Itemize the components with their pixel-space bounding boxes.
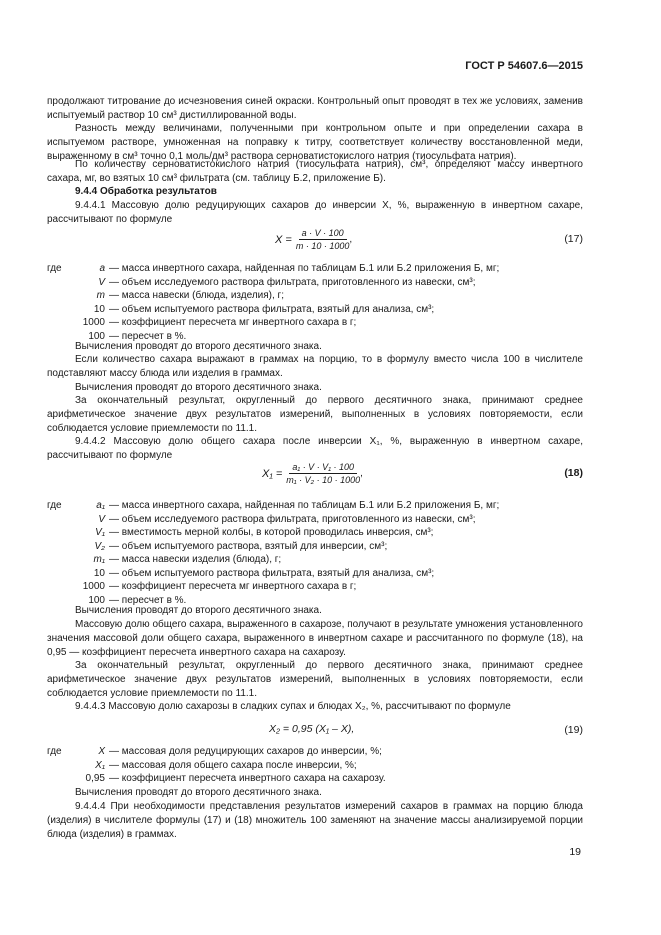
definition-text: — объем исследуемого раствора фильтрата, приготовленного из навески, см³; bbox=[109, 513, 476, 525]
formula-18-comma: , bbox=[360, 468, 363, 479]
paragraph-calc-note-1: Вычисления проводят до второго десятичного знака. bbox=[75, 341, 322, 352]
definition-row bbox=[47, 759, 587, 773]
paragraph-9-4-4-3: 9.4.4.3 Массовую долю сахарозы в сладких супах и блюдах X₂, %, рассчитывают по формуле bbox=[75, 701, 511, 712]
definition-symbol: 100 bbox=[88, 330, 105, 342]
definition-text: — объем испытуемого раствора фильтрата, взятый для анализа, см³; bbox=[109, 303, 435, 315]
definition-symbol: V₁ bbox=[95, 527, 105, 538]
definition-text: — массовая доля общего сахара после инверсии, %; bbox=[109, 759, 357, 771]
paragraph-2: Разность между величинами, полученными при контрольном опыте и при определении сахара в испытуемом растворе, умноженная на поправку к титру, соответствует количеству восстановленной меди, выраженному в см³ точно 0,1 моль/дм³ раствора серноватистокислого натрия (тиосульфата натрия). bbox=[47, 123, 583, 162]
definition-symbol: a₁ bbox=[96, 500, 105, 511]
definition-row bbox=[47, 276, 587, 290]
definition-row bbox=[47, 316, 587, 330]
definition-text: — масса инвертного сахара, найденная по таблицам Б.1 или Б.2 приложения Б, мг; bbox=[109, 500, 500, 511]
page-number: 19 bbox=[569, 846, 581, 858]
definition-symbol: 10 bbox=[93, 567, 105, 579]
definition-text: — массовая доля редуцирующих сахаров до инверсии, %; bbox=[109, 746, 382, 757]
formula-17-numerator: a · V · 100 bbox=[299, 228, 347, 240]
definition-row bbox=[47, 540, 587, 554]
definition-row bbox=[47, 262, 587, 276]
definition-text: — масса навески (блюда, изделия), г; bbox=[109, 290, 284, 301]
definition-symbol: 1000 bbox=[82, 581, 105, 592]
formula-19-number: (19) bbox=[564, 724, 583, 736]
paragraph-9-4-4-4: 9.4.4.4 При необходимости представления результатов измерений сахаров в граммах на порцию блюда (изделия) в числителе формулы (17) и (18) множитель 100 заменяют на значение массы анализируемой порции блюда (изделия) в граммах. bbox=[47, 801, 583, 840]
definition-text: — объем исследуемого раствора фильтрата, приготовленного из навески, см³; bbox=[109, 276, 476, 288]
formula-18 bbox=[47, 461, 583, 491]
definition-text: — коэффициент пересчета мг инвертного сахара в г; bbox=[109, 581, 357, 592]
definition-symbol: V bbox=[98, 513, 105, 525]
definitions-18 bbox=[47, 499, 587, 607]
paragraph-9-4-4-1: 9.4.4.1 Массовую долю редуцирующих сахаров до инверсии X, %, выраженную в инвертном сахаре, рассчитывают по формуле bbox=[47, 200, 583, 225]
definition-row bbox=[47, 567, 587, 581]
definition-text: — масса навески изделия (блюда), г; bbox=[109, 554, 282, 565]
formula-17-denominator: m · 10 · 1000 bbox=[295, 241, 350, 251]
definition-row bbox=[47, 772, 587, 786]
definition-row bbox=[47, 526, 587, 540]
formula-17-comma: , bbox=[349, 234, 353, 245]
where-label: где bbox=[47, 500, 62, 511]
paragraph-1: продолжают титрование до исчезновения синей окраски. Контрольный опыт проводят в тех же условиях, заменив испытуемый раствор 10 см³ дистиллированной воды. bbox=[47, 96, 583, 121]
formula-18-number: (18) bbox=[564, 467, 583, 479]
definition-text: — коэффициент пересчета инвертного сахара на сахарозу. bbox=[109, 773, 386, 784]
paragraph-sucrose-conversion: Массовую долю общего сахара, выраженного в сахарозе, получают в результате умножения установленного значения массовой доли общего сахара, выраженного в инвертном сахаре и рассчитанного по формуле (18), на 0,95 — коэффициент пересчета инвертного сахара на сахарозу. bbox=[47, 619, 583, 658]
definition-text: — вместимость мерной колбы, в которой проводилась инверсия, см³; bbox=[109, 527, 434, 538]
definitions-19 bbox=[47, 745, 587, 786]
definition-row bbox=[47, 745, 587, 759]
formula-17-number: (17) bbox=[564, 233, 583, 245]
definition-symbol: 100 bbox=[88, 594, 105, 606]
definition-symbol: 1000 bbox=[82, 317, 105, 328]
formula-18-denominator: m₁ · V₂ · 10 · 1000 bbox=[286, 475, 361, 485]
formula-17 bbox=[47, 226, 583, 256]
definition-text: — коэффициент пересчета мг инвертного сахара в г; bbox=[109, 317, 357, 328]
definition-text: — масса инвертного сахара, найденная по таблицам Б.1 или Б.2 приложения Б, мг; bbox=[109, 263, 500, 274]
definition-symbol: X bbox=[98, 746, 105, 757]
formula-18-fraction bbox=[286, 462, 360, 485]
formula-19-expression: X₂ = 0,95 (X₁ – X), bbox=[269, 723, 355, 735]
definition-symbol: a bbox=[99, 263, 105, 274]
definition-text: — пересчет в %. bbox=[109, 594, 187, 606]
definition-symbol: V bbox=[98, 276, 105, 288]
definition-symbol: m₁ bbox=[93, 554, 105, 565]
formula-18-lhs: X₁ = bbox=[262, 467, 283, 480]
definition-text: — пересчет в %. bbox=[109, 330, 187, 342]
formula-17-fraction bbox=[295, 228, 353, 251]
paragraph-3: По количеству серноватистокислого натрия (тиосульфата натрия), см³, определяют массу инвертного сахара, мг, во взятых 10 см³ фильтрата (см. таблицу Б.2, приложение Б). bbox=[47, 159, 583, 184]
definition-row bbox=[47, 513, 587, 527]
paragraph-9-4-4-2: 9.4.4.2 Массовую долю общего сахара после инверсии X₁, %, выраженную в инвертном сахаре, рассчитывают по формуле bbox=[47, 436, 583, 461]
paragraph-final-result-2: За окончательный результат, округленный до первого десятичного знака, принимают среднее арифметическое значение двух результатов измерений, выполненных в условиях повторяемости, если соблюдается условие приемлемости по 11.1. bbox=[47, 660, 583, 699]
definition-symbol: X₁ bbox=[95, 759, 105, 771]
where-label: где bbox=[47, 263, 62, 274]
definition-row bbox=[47, 553, 587, 567]
definition-symbol: 10 bbox=[93, 303, 105, 315]
definition-text: — объем испытуемого раствора фильтрата, взятый для анализа, см³; bbox=[109, 567, 435, 579]
definition-symbol: m bbox=[96, 290, 105, 301]
where-label: где bbox=[47, 746, 62, 757]
paragraph-portion-note: Если количество сахара выражают в граммах на порцию, то в формулу вместо числа 100 в числителе подставляют массу блюда или изделия в граммах. bbox=[47, 354, 583, 379]
paragraph-calc-note-2: Вычисления проводят до второго десятичного знака. bbox=[75, 382, 322, 393]
paragraph-final-result-1: За окончательный результат, округленный до первого десятичного знака, принимают среднее арифметическое значение двух результатов измерений, выполненных в условиях повторяемости, если соблюдается условие приемлемости по 11.1. bbox=[47, 395, 583, 434]
definition-row bbox=[47, 303, 587, 317]
paragraph-calc-note-4: Вычисления проводят до второго десятичного знака. bbox=[75, 787, 322, 798]
definition-symbol: 0,95 bbox=[85, 773, 105, 784]
formula-18-numerator: a₁ · V · V₁ · 100 bbox=[289, 462, 357, 474]
section-heading-9-4-4: 9.4.4 Обработка результатов bbox=[75, 186, 217, 197]
paragraph-calc-note-3: Вычисления проводят до второго десятичного знака. bbox=[75, 605, 322, 616]
definition-row bbox=[47, 499, 587, 513]
definition-text: — объем испытуемого раствора, взятый для инверсии, см³; bbox=[109, 540, 388, 552]
definitions-17 bbox=[47, 262, 587, 343]
definition-row bbox=[47, 289, 587, 303]
standard-header: ГОСТ Р 54607.6—2015 bbox=[465, 60, 583, 72]
definition-symbol: V₂ bbox=[94, 540, 105, 552]
formula-17-lhs: X = bbox=[275, 233, 292, 246]
definition-row bbox=[47, 580, 587, 594]
